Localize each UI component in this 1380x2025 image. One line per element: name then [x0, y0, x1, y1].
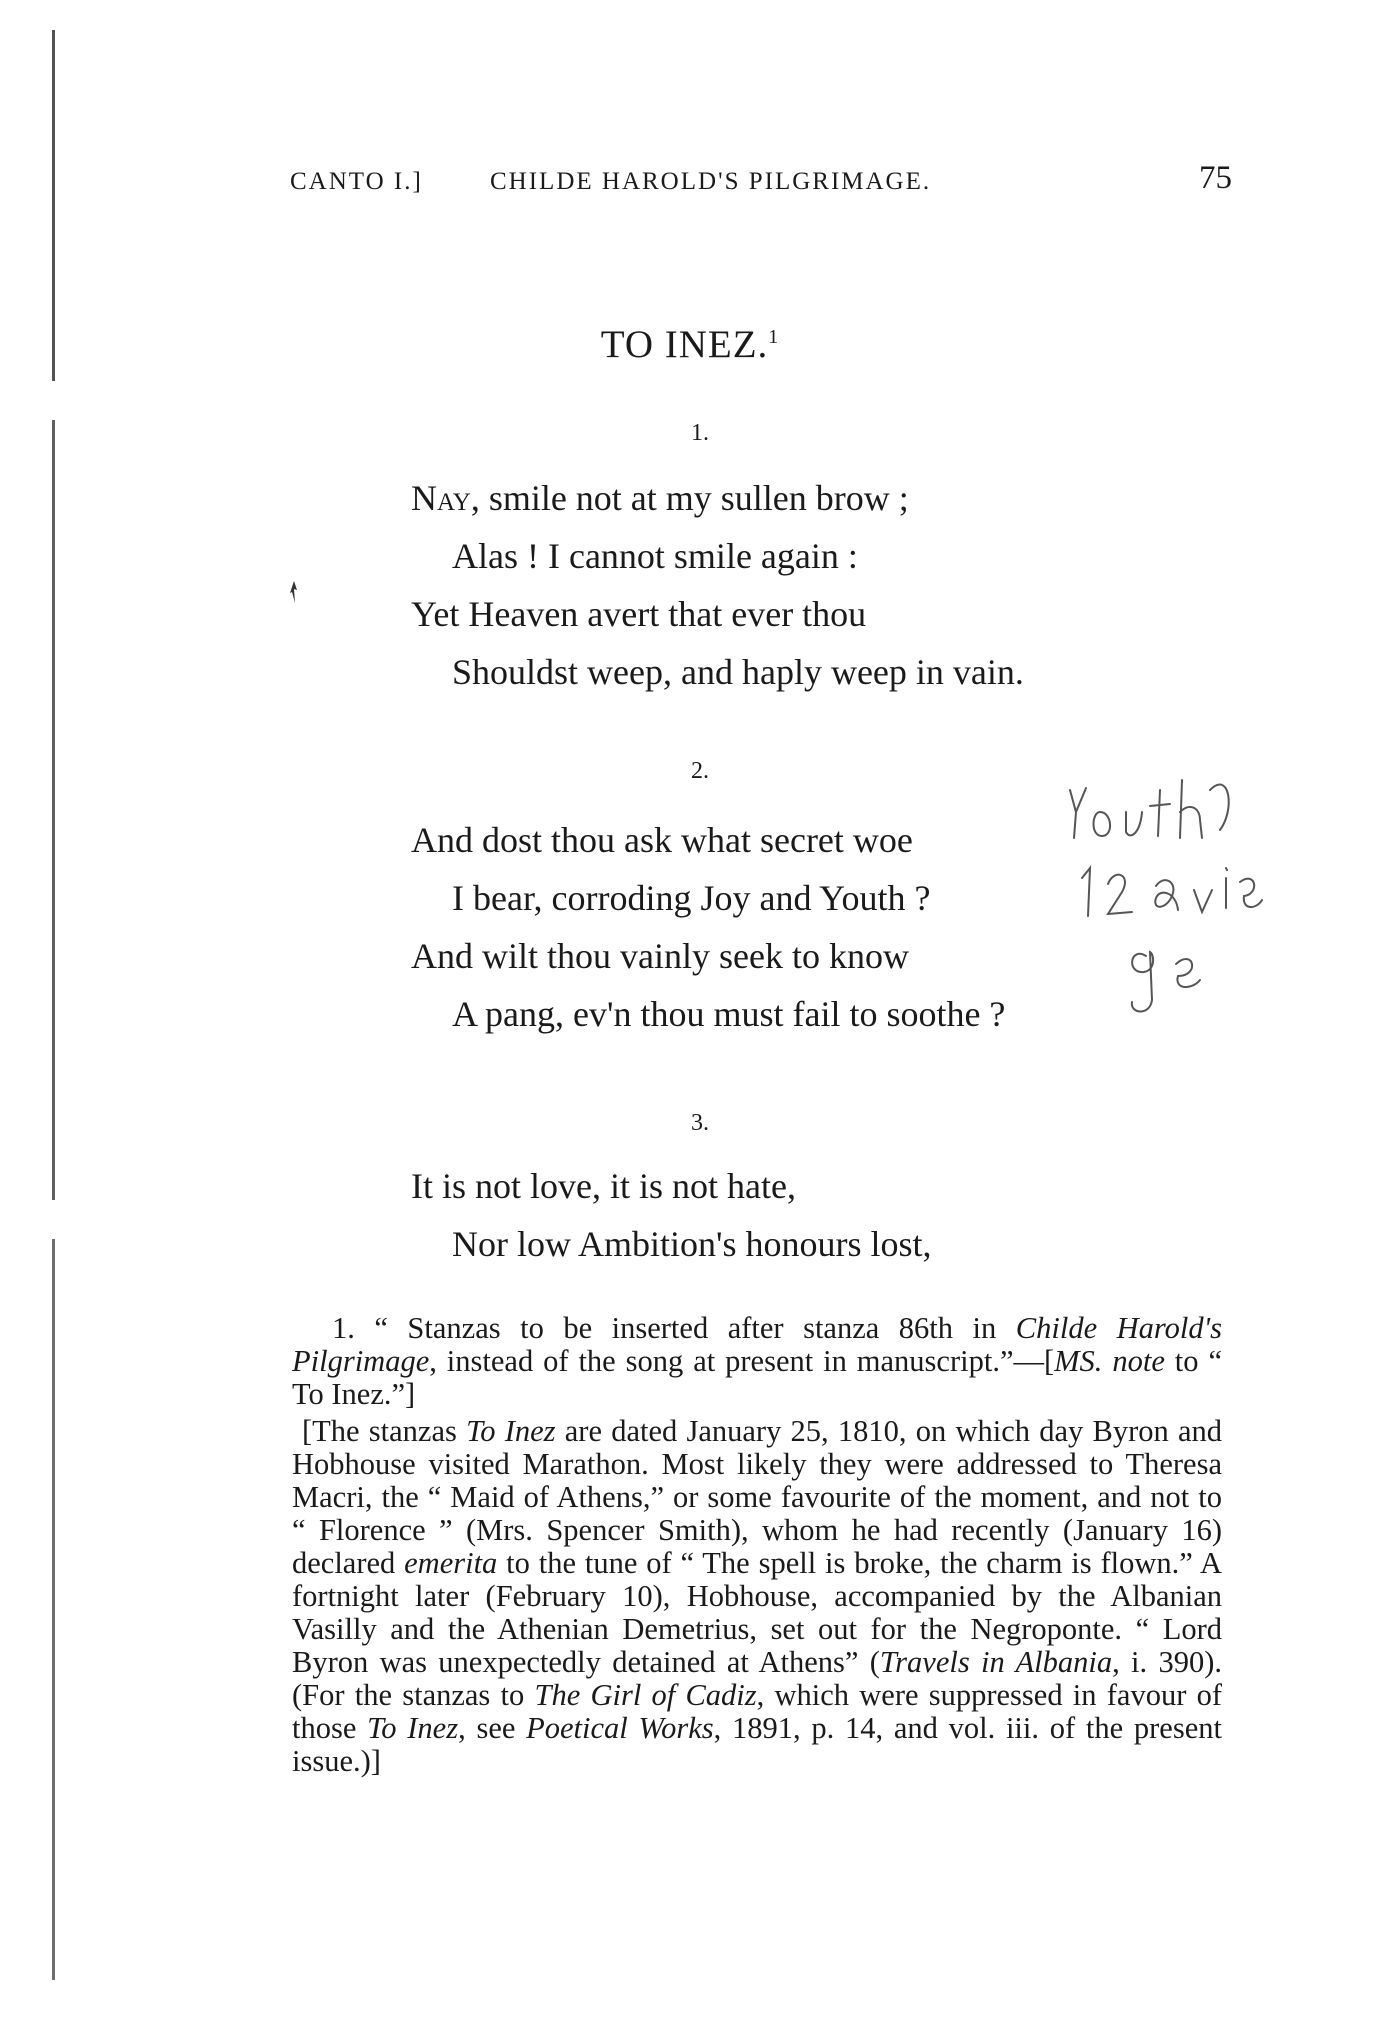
footnote-italic: emerita: [404, 1546, 498, 1580]
footnote-italic: To Inez: [466, 1414, 556, 1448]
footnote-italic: MS. note: [1054, 1344, 1165, 1378]
footnote-italic: Travels in Albania: [879, 1645, 1113, 1679]
footnote-ref: 1: [768, 326, 780, 348]
footnote-text: to “ To Inez.”]: [292, 1344, 1222, 1411]
running-head: [290, 160, 1232, 208]
verse-line: Alas ! I cannot smile again :: [452, 536, 858, 576]
footnote-text: are dated January 25, 1810, on which day Byron and Hobhouse visited Marathon. Most likely they were addressed to Theresa Macri, the “ Maid of Athens,” or some favourite of the moment, and not to “ Florence ” (Mrs. Spencer Smith), whom he had recently (January 16) declared: [292, 1414, 1222, 1580]
verse-line: Nor low Ambition's honours lost,: [452, 1224, 932, 1264]
footnote-number: 1.: [332, 1311, 355, 1345]
poem-title: [0, 322, 1380, 367]
verse-line: And dost thou ask what secret woe: [411, 820, 913, 860]
footnote-1: [292, 1312, 1222, 1411]
stanza-number: 2.: [691, 758, 709, 784]
verse-lead-word: Nay: [411, 478, 471, 518]
verse-line: It is not love, it is not hate,: [411, 1166, 796, 1206]
footnote-text: , instead of the song at present in manuscript.”—[: [429, 1344, 1055, 1378]
canto-label: CANTO I.]: [290, 168, 423, 195]
footnote-2: [292, 1415, 1222, 1778]
stanza-number: 3.: [691, 1110, 709, 1136]
footnote-text: to the tune of “ The spell is broke, the charm is flown.” A fortnight later (February 10), Hobhouse, accompanied by the Albanian Vasilly and the Athenian Demetrius, set out for the Negroponte. “ Lord Byron was unexpectedly detained at Athens” (: [292, 1546, 1223, 1679]
verse-line: Yet Heaven avert that ever thou: [411, 594, 867, 634]
footnote-text: , see: [458, 1711, 527, 1745]
poem-title-text: TO INEZ.: [600, 323, 769, 366]
verse-line: Shouldst weep, and haply weep in vain.: [452, 652, 1024, 692]
handwritten-annotation-icon: [1060, 750, 1320, 1050]
footnote-italic: To Inez: [367, 1711, 459, 1745]
footnotes: [292, 1312, 1222, 1778]
footnote-italic: The Girl of Cadiz: [534, 1678, 757, 1712]
verse-line-text: , smile not at my sullen brow ;: [470, 478, 909, 518]
footnote-text: “ Stanzas to be inserted after stanza 86th in: [354, 1311, 1016, 1345]
footnote-italic: Poetical Works: [526, 1711, 714, 1745]
verse-line: And wilt thou vainly seek to know: [411, 936, 909, 976]
page-number: 75: [1199, 160, 1232, 196]
footnote-text: , 1891, p. 14, and vol. iii. of the present issue.)]: [292, 1711, 1222, 1778]
stanza-number: 1.: [691, 420, 709, 446]
footnote-text: , which were suppressed in favour of those: [292, 1678, 1222, 1745]
footnote-italic: Childe Harold's Pilgrimage: [292, 1311, 1223, 1378]
margin-mark-icon: [288, 580, 300, 604]
verse-line: A pang, ev'n thou must fail to soothe ?: [452, 994, 1006, 1034]
footnote-text: , i. 390). (For the stanzas to: [292, 1645, 1222, 1712]
verse-line: [411, 480, 909, 516]
footnote-text: [The stanzas: [302, 1414, 467, 1448]
book-title: CHILDE HAROLD'S PILGRIMAGE.: [490, 168, 932, 195]
verse-line: I bear, corroding Joy and Youth ?: [452, 878, 931, 918]
